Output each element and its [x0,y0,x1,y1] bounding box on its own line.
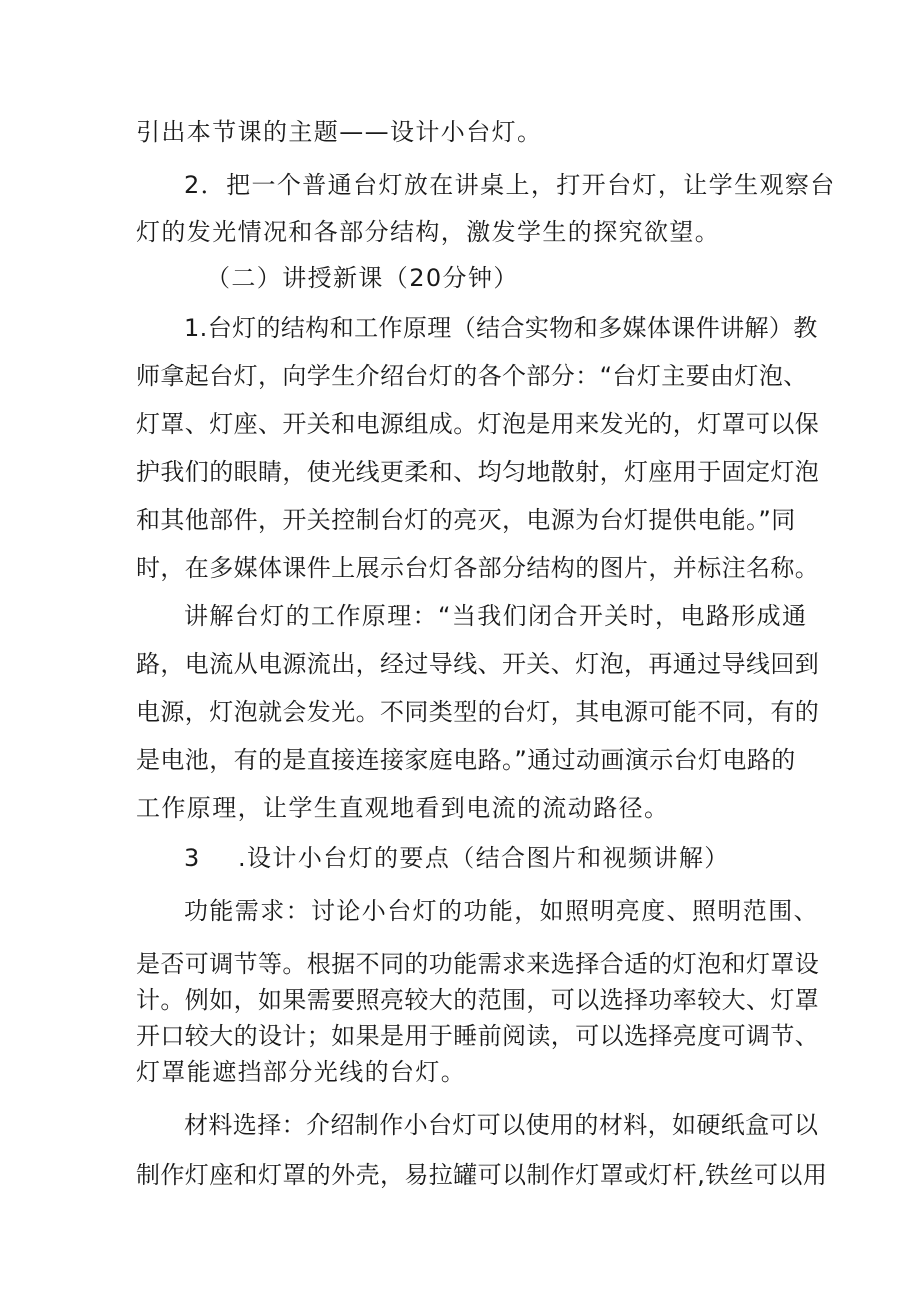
text-line: 时，在多媒体课件上展示台灯各部分结构的图片，并标注名称。 [136,554,820,582]
text-line: 师拿起台灯，向学生介绍台灯的各个部分：“台灯主要由灯泡、 [136,362,808,390]
text-line: 2．把一个普通台灯放在讲桌上，打开台灯，让学生观察台 [184,171,836,199]
text-line: 引出本节课的主题——设计小台灯。 [136,118,543,146]
section-heading: （二）讲授新课（20分钟） [206,264,519,292]
text-line: 材料选择：介绍制作小台灯可以使用的材料，如硬纸盒可以 [184,1111,819,1139]
text-line: 路，电流从电源流出，经过导线、开关、灯泡，再通过导线回到 [136,650,820,678]
text-line: 开口较大的设计；如果是用于睡前阅读，可以选择亮度可调节、 [136,1022,820,1050]
text-line: 制作灯座和灯罩的外壳，易拉罐可以制作灯罩或灯杆,铁丝可以用 [136,1161,828,1189]
section-heading [184,843,786,873]
text-line: 是否可调节等。根据不同的功能需求来选择合适的灯泡和灯罩设 [136,950,820,978]
text-line: 护我们的眼睛，使光线更柔和、均匀地散射，灯座用于固定灯泡 [136,458,820,486]
section-number: 3 [184,844,201,872]
text-line: 1.台灯的结构和工作原理（结合实物和多媒体课件讲解）教 [184,314,818,342]
text-line: 是电池，有的是直接连接家庭电路。”通过动画演示台灯电路的 [136,746,796,774]
section-title: .设计小台灯的要点（结合图片和视频讲解） [238,844,730,872]
text-line: 计。例如，如果需要照亮较大的范围，可以选择功率较大、灯罩 [136,986,820,1014]
text-line: 灯罩能遮挡部分光线的台灯。 [136,1058,467,1086]
text-line: 和其他部件，开关控制台灯的亮灭，电源为台灯提供电能。”同 [136,506,796,534]
text-line: 功能需求：讨论小台灯的功能，如照明亮度、照明范围、 [184,897,819,925]
text-line: 讲解台灯的工作原理：“当我们闭合开关时，电路形成通 [184,602,808,630]
text-line: 电源，灯泡就会发光。不同类型的台灯，其电源可能不同，有的 [136,698,820,726]
text-line: 工作原理，让学生直观地看到电流的流动路径。 [136,794,670,822]
text-line: 灯的发光情况和各部分结构，激发学生的探究欲望。 [136,218,721,246]
text-line: 灯罩、灯座、开关和电源组成。灯泡是用来发光的，灯罩可以保 [136,410,820,438]
